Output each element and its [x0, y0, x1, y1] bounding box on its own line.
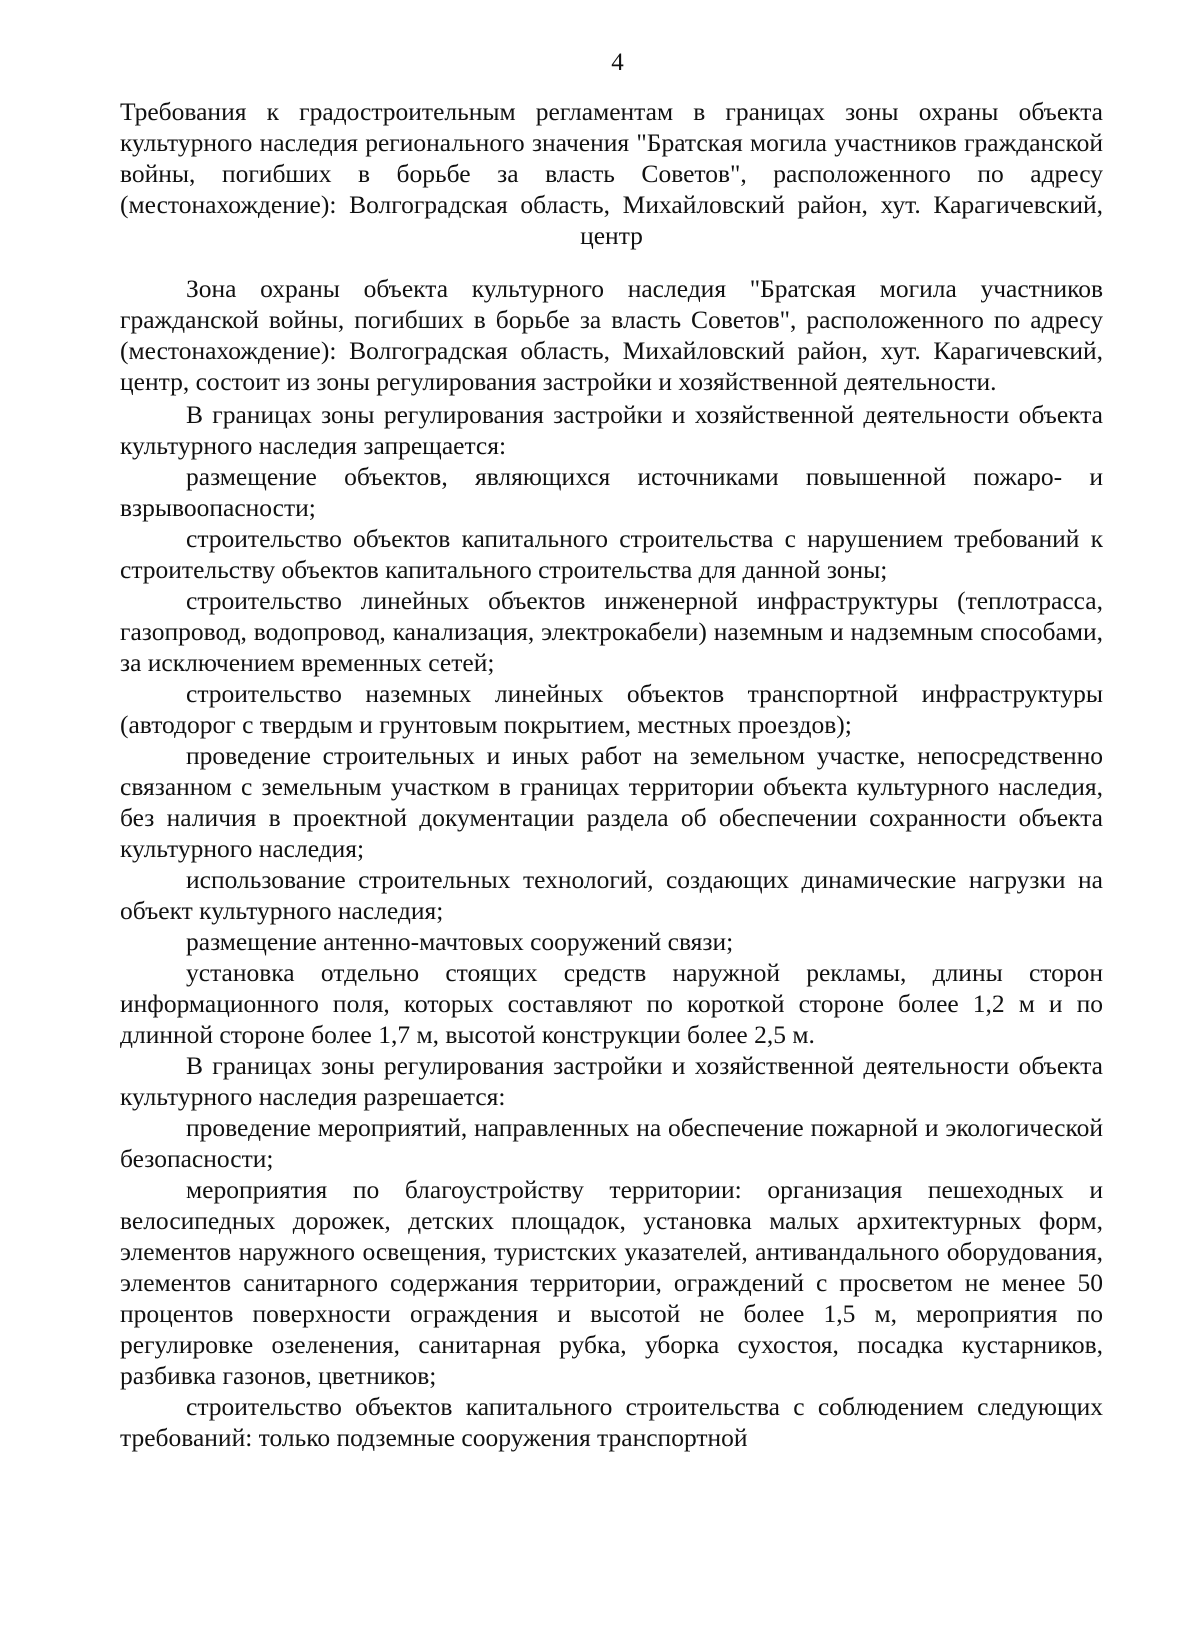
document-body	[120, 273, 1103, 1453]
paragraph-prohibited-item: строительство наземных линейных объектов транспортной инфраструктуры (автодорог с твердым и грунтовым покрытием, местных проездов);	[120, 679, 1103, 739]
paragraph-zone-composition: Зона охраны объекта культурного наследия "Братская могила участников гражданской войны, погибших в борьбе за власть Советов", расположенного по адресу (местонахождение): Волгоградская область, Михайловский район, хут. Карагичевский, центр, состоит из зоны регулирования застройки и хозяйственной деятельности.	[120, 274, 1103, 396]
paragraph-prohibited-item: размещение объектов, являющихся источниками повышенной пожаро- и взрывоопасности;	[120, 462, 1103, 522]
paragraph-prohibited-item: установка отдельно стоящих средств наружной рекламы, длины сторон информационного поля, которых составляют по короткой стороне более 1,2 м и по длинной стороне более 1,7 м, высотой конструкции более 2,5 м.	[120, 958, 1103, 1049]
paragraph-prohibited-item: использование строительных технологий, создающих динамические нагрузки на объект культурного наследия;	[120, 865, 1103, 925]
paragraph-prohibited-item: проведение строительных и иных работ на земельном участке, непосредственно связанном с земельным участком в границах территории объекта культурного наследия, без наличия в проектной документации раздела об обеспечении сохранности объекта культурного наследия;	[120, 741, 1103, 863]
paragraph-permitted-item: мероприятия по благоустройству территории: организация пешеходных и велосипедных дорожек, детских площадок, установка малых архитектурных форм, элементов наружного освещения, туристских указателей, антивандального оборудования, элементов санитарного содержания территории, ограждений с просветом не менее 50 процентов поверхности ограждения и высотой не более 1,5 м, мероприятия по регулировке озеленения, санитарная рубка, уборка сухостоя, посадка кустарников, разбивка газонов, цветников;	[120, 1175, 1103, 1390]
paragraph-permitted-item: строительство объектов капитального строительства с соблюдением следующих требований: только подземные сооружения транспортной	[120, 1392, 1103, 1452]
document-page	[120, 48, 1103, 1453]
paragraph-permitted-item: проведение мероприятий, направленных на обеспечение пожарной и экологической безопасности;	[120, 1113, 1103, 1173]
document-title: Требования к градостроительным регламентам в границах зоны охраны объекта культурного наследия регионального значения "Братская могила участников гражданской войны, погибших в борьбе за власть Советов", расположенного по адресу (местонахождение): Волгоградская область, Михайловский район, хут. Карагичевский, центр	[120, 97, 1103, 250]
paragraph-prohibited-item: размещение антенно-мачтовых сооружений связи;	[186, 927, 734, 956]
paragraph-permitted-heading: В границах зоны регулирования застройки и хозяйственной деятельности объекта культурного наследия разрешается:	[120, 1051, 1103, 1111]
page-number: 4	[611, 49, 624, 76]
paragraph-prohibited-item: строительство линейных объектов инженерной инфраструктуры (теплотрасса, газопровод, водопровод, канализация, электрокабели) наземным и надземным способами, за исключением временных сетей;	[120, 586, 1103, 677]
paragraph-prohibited-heading: В границах зоны регулирования застройки и хозяйственной деятельности объекта культурного наследия запрещается:	[120, 400, 1103, 460]
paragraph-prohibited-item: строительство объектов капитального строительства с нарушением требований к строительству объектов капитального строительства для данной зоны;	[120, 524, 1103, 584]
